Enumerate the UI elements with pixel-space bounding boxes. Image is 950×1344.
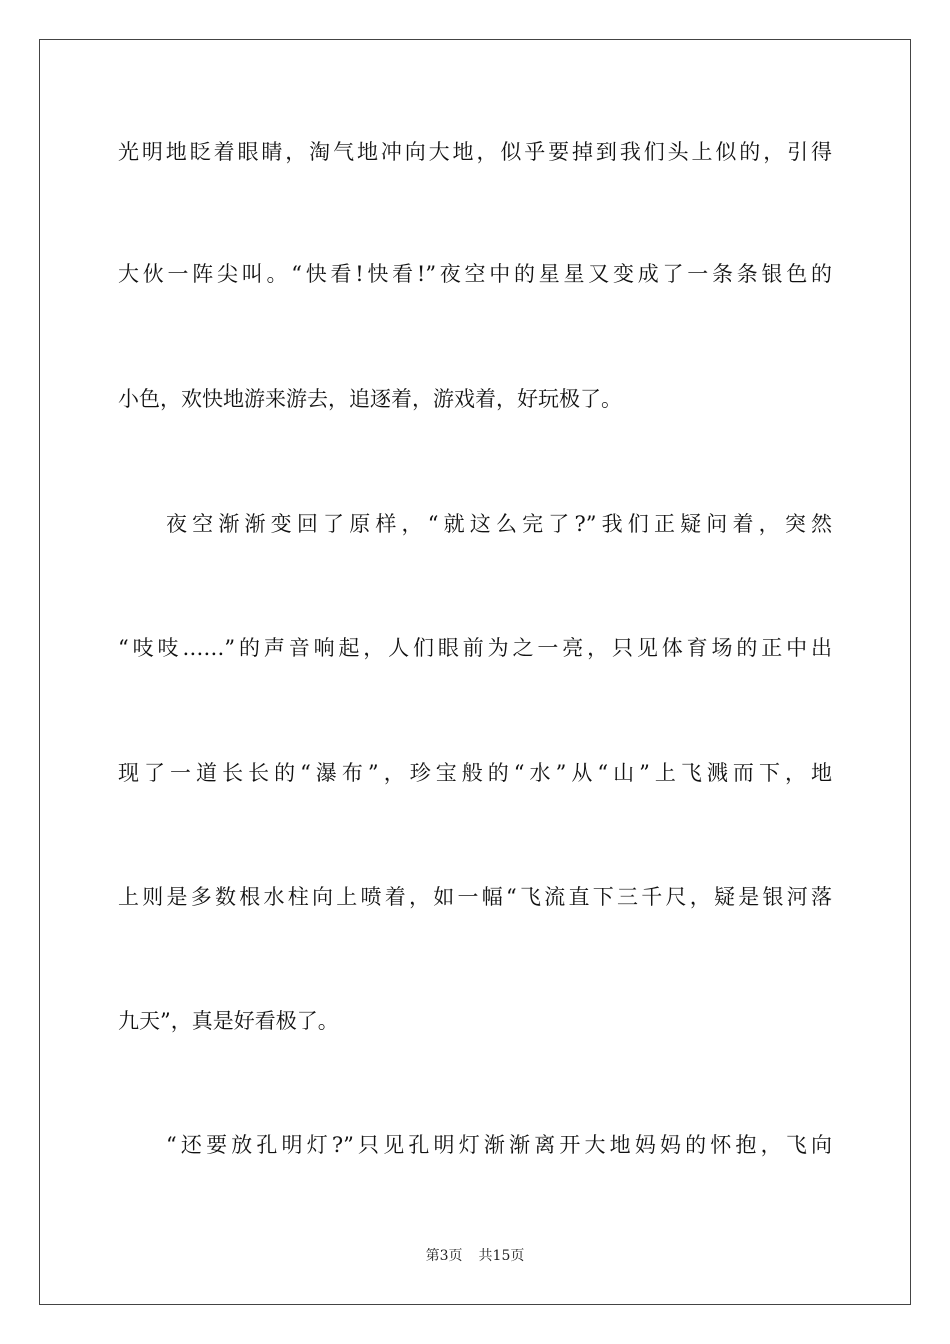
paragraph-2-line-2: “吱吱……”的声音响起，人们眼前为之一亮，只见体育场的正中出 [118,636,832,660]
page-number: 第3页 [425,1248,463,1264]
paragraph-1-line-2: 大伙一阵尖叫。“快看!快看!”夜空中的星星又变成了一条条银色的 [118,262,832,286]
page-footer [0,1246,950,1266]
paragraph-2-line-4: 上则是多数根水柱向上喷着，如一幅“飞流直下三千尺，疑是银河落 [118,885,832,909]
paragraph-1-line-1: 光明地眨着眼睛，淘气地冲向大地，似乎要掉到我们头上似的，引得 [118,140,832,164]
paragraph-1-line-3: 小色，欢快地游来游去，追逐着，游戏着，好玩极了。 [118,387,622,411]
paragraph-2-line-3: 现了一道长长的“瀑布”，珍宝般的“水”从“山”上飞溅而下，地 [118,761,832,785]
paragraph-2-line-5: 九天”，真是好看极了。 [118,1009,339,1033]
paragraph-2-line-1: 夜空渐渐变回了原样，“就这么完了?”我们正疑问着，突然 [166,512,832,536]
page-frame [39,39,911,1305]
paragraph-3-line-1: “还要放孔明灯?”只见孔明灯渐渐离开大地妈妈的怀抱，飞向 [166,1133,832,1157]
page-total: 共15页 [478,1248,525,1264]
